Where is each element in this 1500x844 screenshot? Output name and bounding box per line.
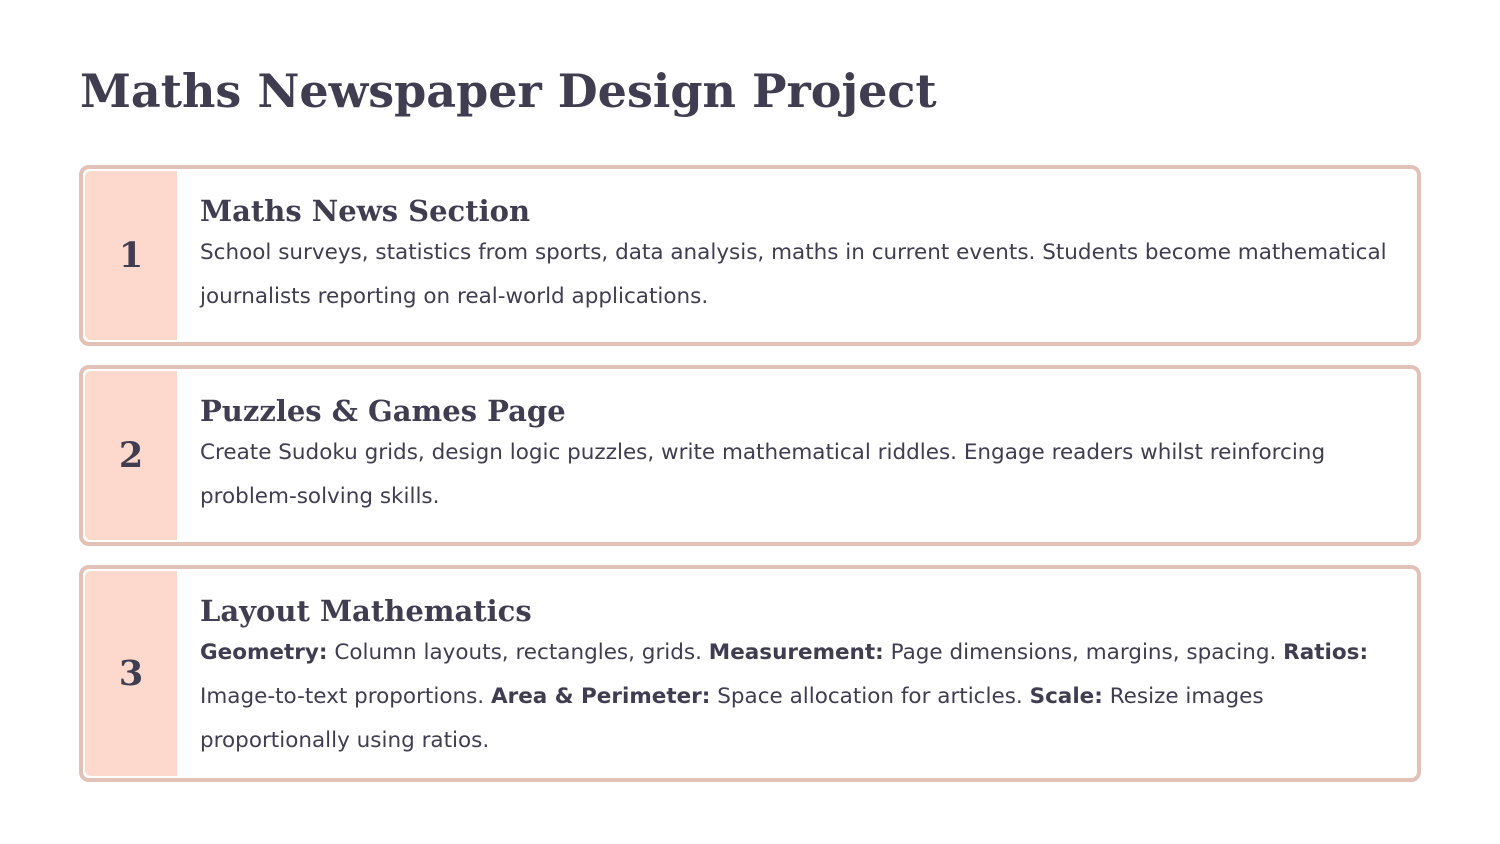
card-description: School surveys, statistics from sports, data analysis, maths in current events. Students become mathematical journalists reporting on real-world applications. <box>200 240 1387 309</box>
card-puzzles-games-page <box>79 365 1421 546</box>
page-title: Maths Newspaper Design Project <box>80 64 937 118</box>
card-number: 2 <box>118 435 144 476</box>
card-body <box>200 191 1395 319</box>
number-panel <box>85 571 177 776</box>
card-maths-news-section <box>79 165 1421 346</box>
card-heading: Puzzles & Games Page <box>200 394 566 428</box>
term-ratios: Ratios: <box>1283 640 1369 665</box>
card-body <box>200 391 1395 519</box>
card-description: Create Sudoku grids, design logic puzzles, write mathematical riddles. Engage readers whilst reinforcing problem-solving skills. <box>200 440 1326 509</box>
desc-ratios: Image-to-text proportions. <box>200 684 491 709</box>
term-measurement: Measurement: <box>708 640 884 665</box>
card-body <box>200 591 1395 763</box>
card-layout-mathematics <box>79 565 1421 782</box>
term-scale: Scale: <box>1029 684 1103 709</box>
number-panel <box>85 171 177 340</box>
card-heading: Maths News Section <box>200 194 531 228</box>
desc-area-perimeter: Space allocation for articles. <box>710 684 1030 709</box>
number-panel <box>85 371 177 540</box>
desc-measurement: Page dimensions, margins, spacing. <box>883 640 1284 665</box>
card-heading: Layout Mathematics <box>200 594 532 628</box>
desc-scale: Resize images proportionally using ratios. <box>200 684 1264 753</box>
card-description <box>200 631 1395 763</box>
term-geometry: Geometry: <box>200 640 328 665</box>
term-area-perimeter: Area & Perimeter: <box>490 684 711 709</box>
card-number: 1 <box>118 235 144 276</box>
card-number: 3 <box>118 653 144 694</box>
desc-geometry: Column layouts, rectangles, grids. <box>327 640 709 665</box>
